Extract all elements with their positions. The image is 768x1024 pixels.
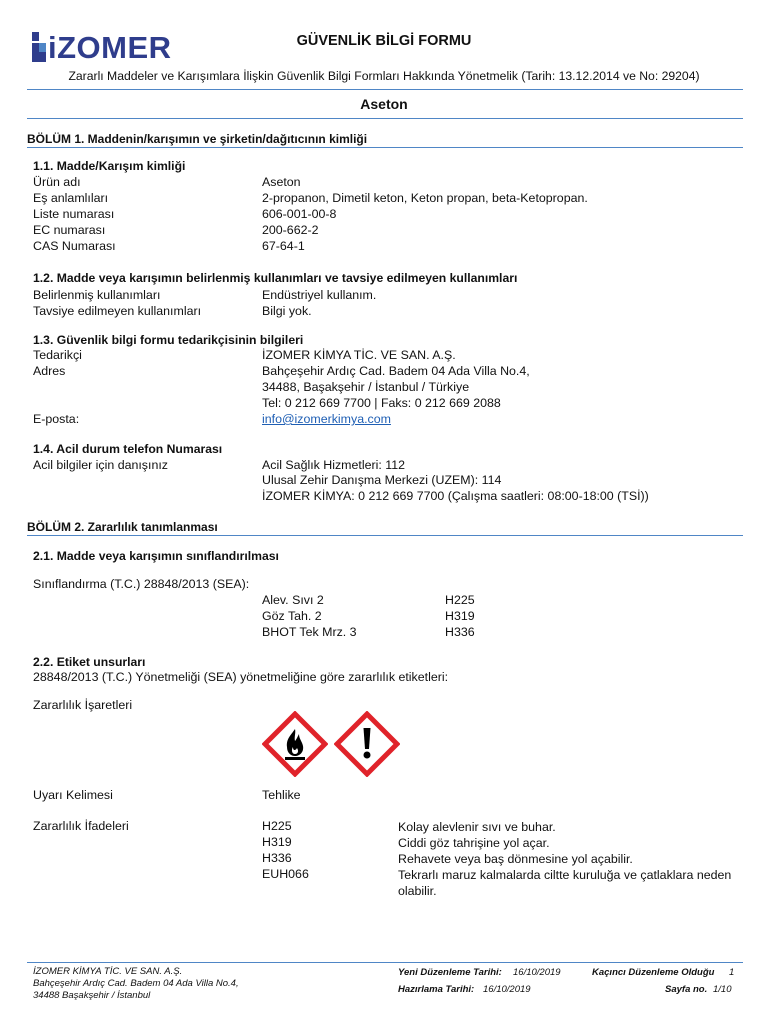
subsection-2-1-title: 2.1. Madde veya karışımın sınıflandırılması xyxy=(33,549,279,563)
pictograms-label: Zararlılık İşaretleri xyxy=(33,698,133,712)
index-number-label: Liste numarası xyxy=(33,207,115,221)
hazard-code-4: EUH066 xyxy=(262,867,309,881)
footer-address-line-2: 34488 Başakşehir / İstanbul xyxy=(33,990,151,1001)
hazard-text-3: Rehavete veya baş dönmesine yol açabilir. xyxy=(398,852,633,866)
classification-row-2: Göz Tah. 2 xyxy=(262,609,322,623)
product-divider xyxy=(27,118,743,119)
prepared-date-value: 16/10/2019 xyxy=(483,984,531,995)
section-2-divider xyxy=(27,535,743,536)
address-label: Adres xyxy=(33,364,66,378)
cas-number-label: CAS Numarası xyxy=(33,239,116,253)
email-label: E-posta: xyxy=(33,412,80,426)
uses-advised-against-label: Tavsiye edilmeyen kullanımları xyxy=(33,304,202,318)
identified-uses-value: Endüstriyel kullanım. xyxy=(262,288,377,302)
company-logo: iZOMER xyxy=(48,30,172,65)
classification-label: Sınıflandırma (T.C.) 28848/2013 (SEA): xyxy=(33,577,250,591)
page-number-value: 1/10 xyxy=(713,984,732,995)
signal-word-value: Tehlike xyxy=(262,788,301,802)
classification-row-3: BHOT Tek Mrz. 3 xyxy=(262,625,357,639)
emergency-line-2: Ulusal Zehir Danışma Merkezi (UZEM): 114 xyxy=(262,473,502,487)
product-name-value: Aseton xyxy=(262,175,301,189)
address-line-2: 34488, Başakşehir / İstanbul / Türkiye xyxy=(262,380,470,394)
signal-word-label: Uyarı Kelimesi xyxy=(33,788,113,802)
exclamation-icon xyxy=(334,711,400,777)
identified-uses-label: Belirlenmiş kullanımları xyxy=(33,288,161,302)
phone-fax-line: Tel: 0 212 669 7700 | Faks: 0 212 669 2088 xyxy=(262,396,501,410)
ec-number-value: 200-662-2 xyxy=(262,223,319,237)
document-title: GÜVENLİK BİLGİ FORMU xyxy=(296,33,472,49)
hazard-statements-label: Zararlılık İfadeleri xyxy=(33,819,129,833)
revision-date-label: Yeni Düzenleme Tarihi: xyxy=(398,967,502,978)
header-divider xyxy=(27,89,743,90)
label-elements-intro: 28848/2013 (T.C.) Yönetmeliği (SEA) yönetmeliğine göre zararlılık etiketleri: xyxy=(33,670,449,684)
synonyms-value: 2-propanon, Dimetil keton, Keton propan, beta-Ketopropan. xyxy=(262,191,588,205)
regulation-line: Zararlı Maddeler ve Karışımlara İlişkin Güvenlik Bilgi Formları Hakkında Yönetmelik (Tarih: 13.12.2014 ve No: 29204) xyxy=(68,69,700,83)
product-name-label: Ürün adı xyxy=(33,175,81,189)
classification-row-1: Alev. Sıvı 2 xyxy=(262,593,324,607)
hazard-code-1: H225 xyxy=(262,819,292,833)
subsection-1-4-title: 1.4. Acil durum telefon Numarası xyxy=(33,442,223,456)
subsection-1-2-title: 1.2. Madde veya karışımın belirlenmiş kullanımları ve tavsiye edilmeyen kullanımları xyxy=(33,271,518,285)
supplier-value: İZOMER KİMYA TİC. VE SAN. A.Ş. xyxy=(262,348,456,362)
page-number-label: Sayfa no. xyxy=(665,984,708,995)
hazard-text-4: Tekrarlı maruz kalmalarda ciltte kuruluğa ve çatlaklara neden olabilir. xyxy=(398,868,732,898)
hazard-text-2: Ciddi göz tahrişine yol açar. xyxy=(398,836,550,850)
email-link[interactable]: info@izomerkimya.com xyxy=(262,412,391,426)
emergency-line-1: Acil Sağlık Hizmetleri: 112 xyxy=(262,458,405,472)
revision-number-label: Kaçıncı Düzenleme Olduğu xyxy=(592,967,715,978)
classification-code-3: H336 xyxy=(445,625,475,639)
index-number-value: 606-001-00-8 xyxy=(262,207,337,221)
revision-number-value: 1 xyxy=(729,967,735,978)
subsection-1-3-title: 1.3. Güvenlik bilgi formu tedarikçisinin bilgileri xyxy=(33,333,304,347)
footer-company-name: İZOMER KİMYA TİC. VE SAN. A.Ş. xyxy=(33,966,183,977)
hazard-code-2: H319 xyxy=(262,835,292,849)
ec-number-label: EC numarası xyxy=(33,223,106,237)
section-1-divider xyxy=(27,147,743,148)
emergency-label: Acil bilgiler için danışınız xyxy=(33,458,168,472)
revision-date-value: 16/10/2019 xyxy=(513,967,561,978)
product-name: Aseton xyxy=(360,96,408,112)
cas-number-value: 67-64-1 xyxy=(262,239,305,253)
uses-advised-against-value: Bilgi yok. xyxy=(262,304,312,318)
emergency-line-3: İZOMER KİMYA: 0 212 669 7700 (Çalışma saatleri: 08:00-18:00 (TSİ)) xyxy=(262,489,649,503)
subsection-1-1-title: 1.1. Madde/Karışım kimliği xyxy=(33,159,186,173)
classification-code-1: H225 xyxy=(445,593,475,607)
hazard-text-1: Kolay alevlenir sıvı ve buhar. xyxy=(398,820,556,834)
prepared-date-label: Hazırlama Tarihi: xyxy=(398,984,475,995)
flame-icon xyxy=(262,711,328,777)
footer-divider xyxy=(27,962,743,963)
address-line-1: Bahçeşehir Ardıç Cad. Badem 04 Ada Villa No.4, xyxy=(262,364,530,378)
section-2-title: BÖLÜM 2. Zararlılık tanımlanması xyxy=(27,520,218,534)
supplier-label: Tedarikçi xyxy=(33,348,82,362)
classification-code-2: H319 xyxy=(445,609,475,623)
section-1-title: BÖLÜM 1. Maddenin/karışımın ve şirketin/dağıtıcının kimliği xyxy=(27,132,368,146)
footer-address-line-1: Bahçeşehir Ardıç Cad. Badem 04 Ada Villa No.4, xyxy=(33,978,239,989)
synonyms-label: Eş anlamlıları xyxy=(33,191,109,205)
subsection-2-2-title: 2.2. Etiket unsurları xyxy=(33,655,146,669)
hazard-code-3: H336 xyxy=(262,851,292,865)
